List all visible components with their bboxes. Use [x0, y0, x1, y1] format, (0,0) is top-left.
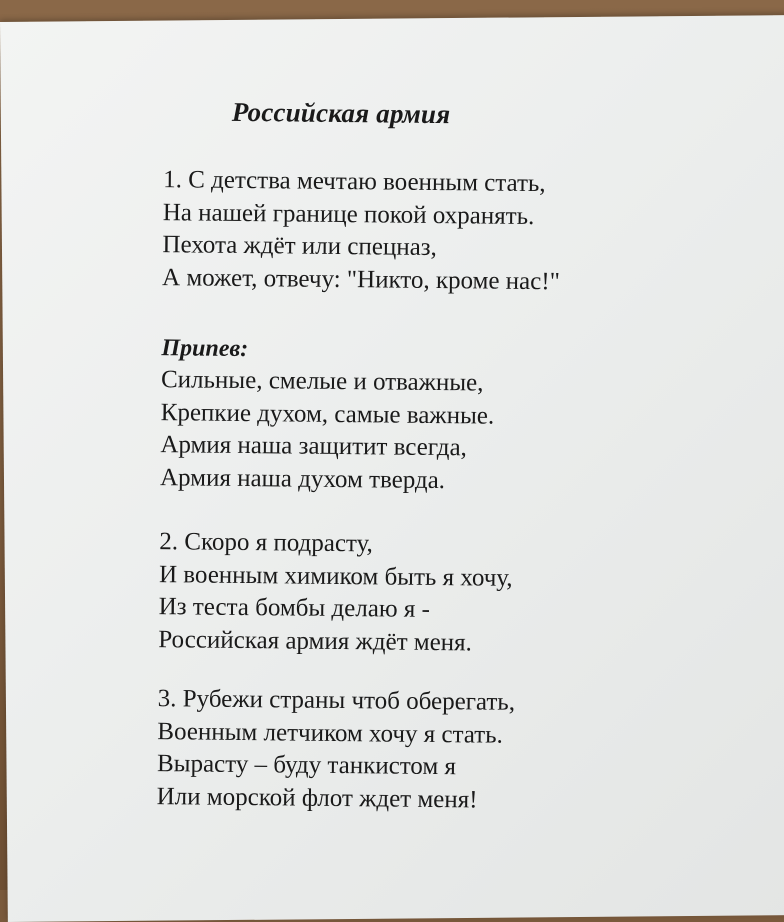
verse-line: Из теста бомбы делаю я -: [158, 593, 431, 623]
verse-line: А может, отвечу: "Никто, кроме нас!": [162, 263, 561, 295]
verse-line: На нашей границе покой охранять.: [162, 198, 535, 230]
chorus-line: Сильные, смелые и отважные,: [160, 366, 484, 397]
verse-2: [158, 526, 513, 660]
verse-line: Российская армия ждёт меня.: [158, 625, 473, 656]
verse-line: 1. С детства мечтаю военным стать,: [163, 166, 546, 198]
verse-line: Пехота ждёт или спецназ,: [162, 231, 438, 262]
verse-line: Или морской флот ждет меня!: [156, 782, 478, 813]
chorus-heading: Припев:: [161, 335, 249, 363]
verse-line: Вырасту – буду танкистом я: [156, 750, 457, 781]
chorus-line: Крепкие духом, самые важные.: [160, 398, 495, 430]
chorus-line: Армия наша защитит всегда,: [160, 431, 468, 462]
chorus: [160, 332, 495, 497]
verse-1: [162, 164, 561, 298]
verse-line: 2. Скоро я подрасту,: [159, 528, 373, 558]
verse-line: 3. Рубежи страны чтоб оберегать,: [157, 685, 516, 716]
verse-line: Военным летчиком хочу я стать.: [157, 717, 503, 749]
chorus-line: Армия наша духом тверда.: [159, 463, 446, 494]
song-title: Российская армия: [231, 96, 451, 130]
verse-3: [157, 683, 516, 817]
verse-line: И военным химиком быть я хочу,: [158, 560, 513, 592]
